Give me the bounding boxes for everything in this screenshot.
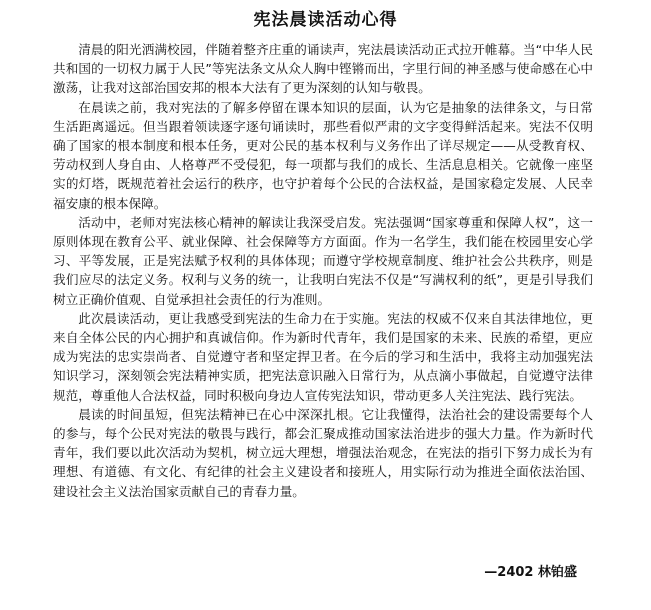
document-title: 宪法晨读活动心得 (253, 10, 398, 30)
paragraph-5: 晨读的时间虽短，但宪法精神已在心中深深扎根。它让我懂得，法治社会的建设需要每个人的参与，每个公民对宪法的敬畏与践行，都会汇聚成推动国家法治进步的强大力量。作为新时代青年，我们要以此次活动为契机，树立远大理想，增强法治观念，在宪法的指引下努力成长为有理想、有道德、有文化、有纪律的社会主义建设者和接班人，用实际行动为推进全面依法治国、建设社会主义法治国家贡献自己的青春力量。 (53, 406, 593, 499)
paragraph-1: 清晨的阳光洒满校园，伴随着整齐庄重的诵读声，宪法晨读活动正式拉开帷幕。当“中华人民共和国的一切权力属于人民”等宪法条文从众人胸中铿锵而出，字里行间的神圣感与使命感在心中激荡，让我对这部治国安邦的根本大法有了更为深刻的认知与敬畏。 (53, 42, 593, 96)
paragraph-2: 在晨读之前，我对宪法的了解多停留在课本知识的层面，认为它是抽象的法律条文，与日常生活距离遥远。但当跟着领读逐字逐句诵读时，那些看似严肃的文字变得鲜活起来。宪法不仅明确了国家的根本制度和根本任务，更对公民的基本权利与义务作出了详尽规定——从受教育权、劳动权到人身自由、人格尊严不受侵犯，每一项都与我们的成长、生活息息相关。它就像一座坚实的灯塔，既规范着社会运行的秩序，也守护着每个公民的合法权益，是国家稳定发展、人民幸福安康的根本保障。 (53, 99, 593, 211)
paragraph-3: 活动中，老师对宪法核心精神的解读让我深受启发。宪法强调“国家尊重和保障人权”，这一原则体现在教育公平、就业保障、社会保障等方方面面。作为一名学生，我们能在校园里安心学习、平等发展，正是宪法赋予权利的具体体现；而遵守学校规章制度、维护社会公共秩序，则是我们应尽的法定义务。权利与义务的统一，让我明白宪法不仅是“写满权利的纸”，更是引导我们树立正确价值观、自觉承担社会责任的行为准则。 (53, 214, 593, 307)
paragraph-4: 此次晨读活动，更让我感受到宪法的生命力在于实施。宪法的权威不仅来自其法律地位，更来自全体公民的内心拥护和真诚信仰。作为新时代青年，我们是国家的未来、民族的希望，更应成为宪法的忠实崇尚者、自觉遵守者和坚定捍卫者。在今后的学习和生活中，我将主动加强宪法知识学习，深刻领会宪法精神实质，把宪法意识融入日常行为，从点滴小事做起，自觉遵守法律规范，尊重他人合法权益，同时积极向身边人宣传宪法知识，带动更多人关注宪法、践行宪法。 (53, 310, 593, 403)
document-body (53, 40, 593, 501)
author-signature: —2402 林铂盛 (484, 565, 577, 580)
